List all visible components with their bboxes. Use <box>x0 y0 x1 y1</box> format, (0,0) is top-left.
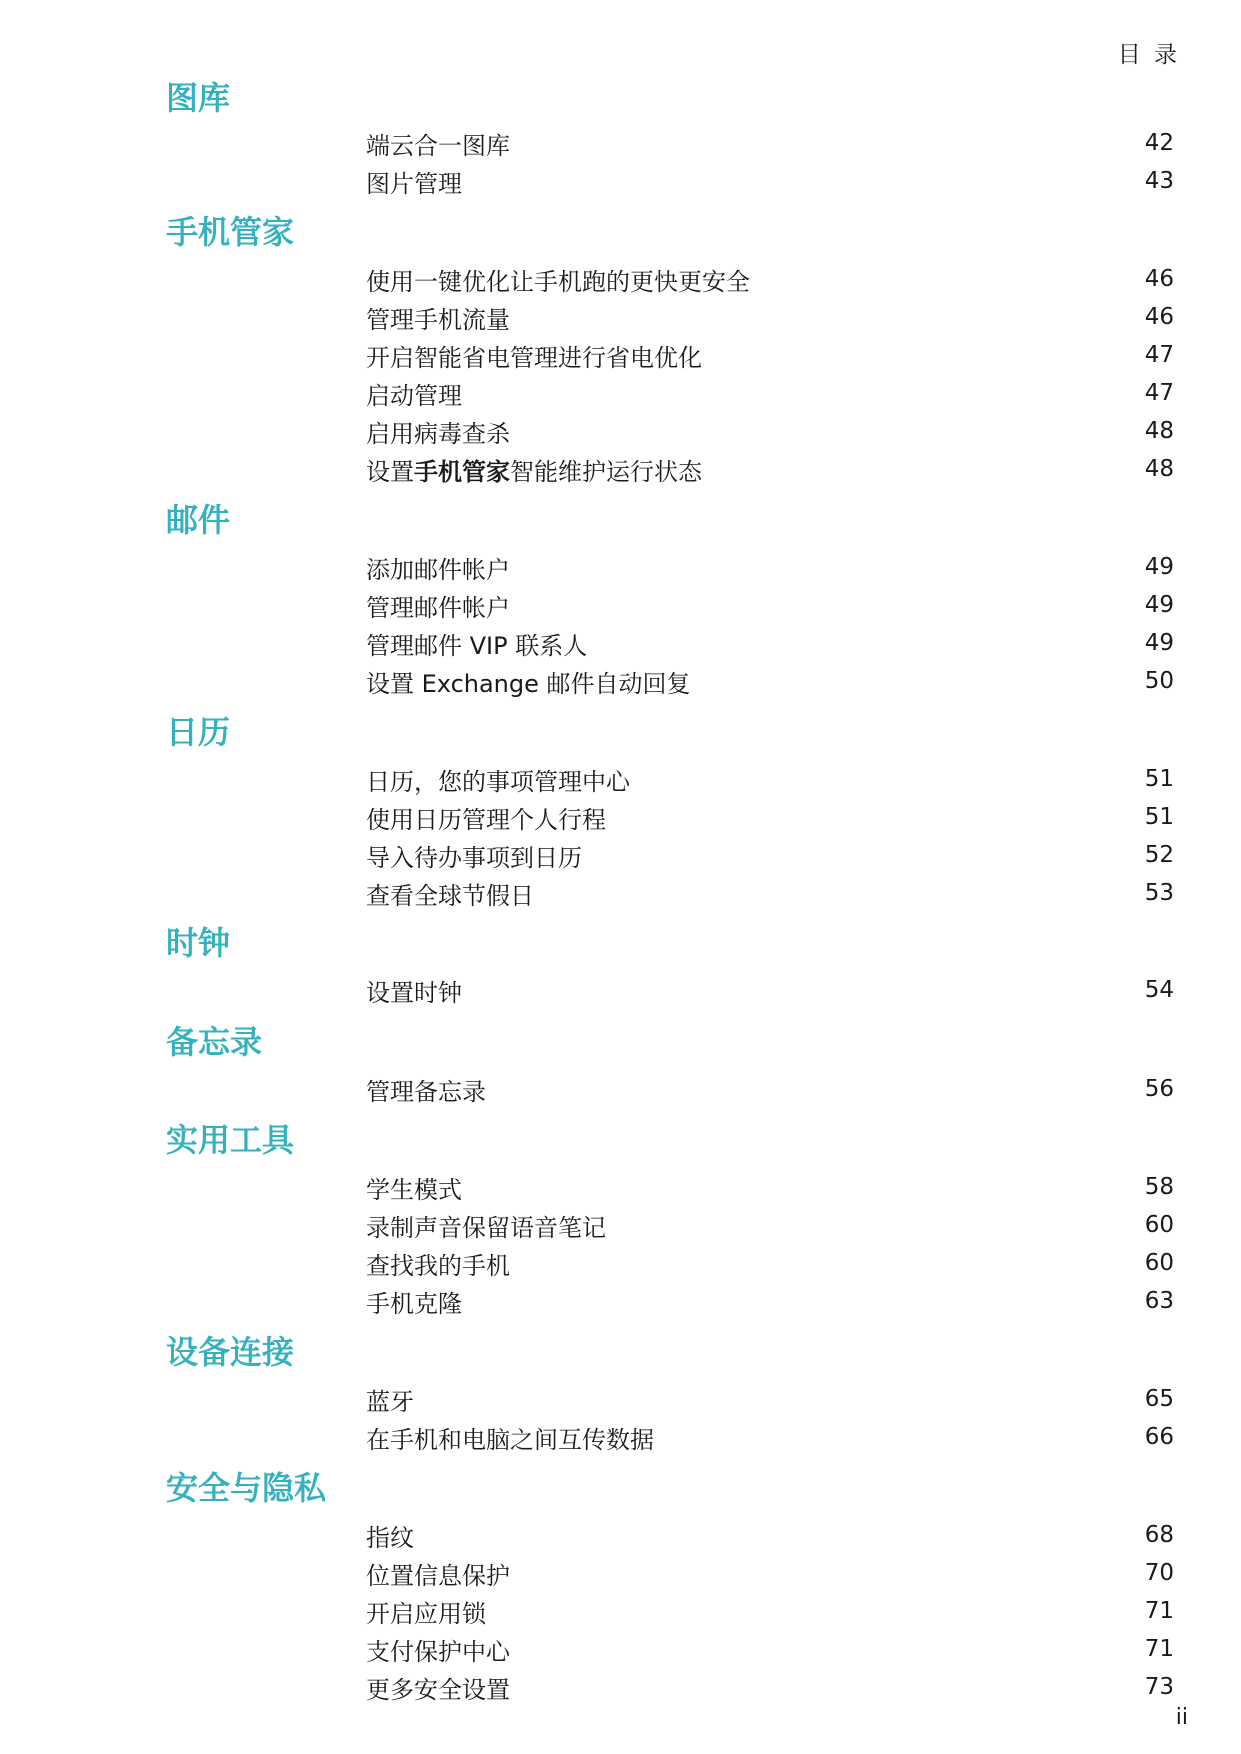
toc-entry[interactable] <box>366 662 1174 700</box>
toc-entry-page: 46 <box>1144 304 1174 330</box>
toc-entry-label: 蓝牙 <box>366 1387 414 1416</box>
toc-entry-label: 启用病毒查杀 <box>366 419 510 448</box>
toc-entry-page: 70 <box>1144 1560 1174 1586</box>
toc-entry-label: 开启应用锁 <box>366 1599 486 1628</box>
toc-entry[interactable] <box>366 336 1174 374</box>
toc-entry-label-bold: 手机管家 <box>414 457 510 486</box>
toc-entry-page: 48 <box>1144 418 1174 444</box>
toc-entry-label: 使用日历管理个人行程 <box>366 805 606 834</box>
toc-entry[interactable] <box>366 874 1174 912</box>
toc-entry-page: 66 <box>1144 1424 1174 1450</box>
toc-entry[interactable] <box>366 1282 1174 1320</box>
toc-entry[interactable] <box>366 548 1174 586</box>
toc-entry[interactable] <box>366 1380 1174 1418</box>
toc-entry[interactable] <box>366 124 1174 162</box>
toc-entry-page: 49 <box>1144 630 1174 656</box>
section-title-mail: 邮件 <box>166 501 231 539</box>
section-title-gallery: 图库 <box>166 79 231 117</box>
toc-entry-page: 47 <box>1144 342 1174 368</box>
toc-entry-label: 设置时钟 <box>366 978 462 1007</box>
toc-entry-label: 管理备忘录 <box>366 1077 486 1106</box>
toc-entry-page: 49 <box>1144 554 1174 580</box>
toc-entry-page: 68 <box>1144 1522 1174 1548</box>
section-title-tools: 实用工具 <box>166 1121 295 1159</box>
toc-entry-label: 管理邮件帐户 <box>366 593 510 622</box>
toc-entry-label: 管理手机流量 <box>366 305 510 334</box>
toc-entry[interactable] <box>366 836 1174 874</box>
toc-entry[interactable] <box>366 298 1174 336</box>
toc-entry[interactable] <box>366 971 1174 1009</box>
toc-entry-label <box>366 452 702 487</box>
toc-entry-label: 日历，您的事项管理中心 <box>366 767 630 796</box>
toc-entry[interactable] <box>366 260 1174 298</box>
toc-entry[interactable] <box>366 1418 1174 1456</box>
toc-entry-label: 指纹 <box>366 1523 414 1552</box>
toc-entry-label: 支付保护中心 <box>366 1637 510 1666</box>
toc-entry-page: 47 <box>1144 380 1174 406</box>
toc-entry[interactable] <box>366 1206 1174 1244</box>
section-title-phone-manager: 手机管家 <box>166 213 295 251</box>
toc-entry-label: 图片管理 <box>366 169 462 198</box>
toc-entry-page: 50 <box>1144 668 1174 694</box>
toc-entry-label-post: 智能维护运行状态 <box>510 457 702 486</box>
toc-entry-page: 51 <box>1144 766 1174 792</box>
page-number: ii <box>1175 1705 1188 1730</box>
toc-entry-label: 位置信息保护 <box>366 1561 510 1590</box>
toc-entry-label: 导入待办事项到日历 <box>366 843 582 872</box>
toc-entry[interactable] <box>366 798 1174 836</box>
toc-entry[interactable] <box>366 1516 1174 1554</box>
toc-entry-label: 学生模式 <box>366 1175 462 1204</box>
toc-entry[interactable] <box>366 1592 1174 1630</box>
toc-entry[interactable] <box>366 450 1174 488</box>
toc-entry-page: 48 <box>1144 456 1174 482</box>
toc-entry[interactable] <box>366 1668 1174 1706</box>
toc-entry[interactable] <box>366 1244 1174 1282</box>
toc-entry-page: 52 <box>1144 842 1174 868</box>
toc-entry[interactable] <box>366 760 1174 798</box>
toc-entry-page: 73 <box>1144 1674 1174 1700</box>
toc-entry-page: 60 <box>1144 1212 1174 1238</box>
toc-entry-label: 手机克隆 <box>366 1289 462 1318</box>
toc-entry[interactable] <box>366 624 1174 662</box>
toc-entry-label: 在手机和电脑之间互传数据 <box>366 1425 654 1454</box>
toc-entry-page: 71 <box>1144 1598 1174 1624</box>
toc-entry[interactable] <box>366 1070 1174 1108</box>
toc-entry-page: 56 <box>1144 1076 1174 1102</box>
toc-entry[interactable] <box>366 1168 1174 1206</box>
toc-entry-page: 42 <box>1144 130 1174 156</box>
toc-entry-page: 71 <box>1144 1636 1174 1662</box>
toc-entry-label: 管理邮件 VIP 联系人 <box>366 631 588 660</box>
toc-entry-page: 46 <box>1144 266 1174 292</box>
toc-entry-label: 设置 Exchange 邮件自动回复 <box>366 669 691 698</box>
toc-entry-label: 启动管理 <box>366 381 462 410</box>
page-header: 目 录 <box>1117 42 1180 68</box>
toc-entry-label-pre: 设置 <box>366 457 414 486</box>
toc-entry[interactable] <box>366 1630 1174 1668</box>
toc-entry-label: 查找我的手机 <box>366 1251 510 1280</box>
toc-entry-page: 51 <box>1144 804 1174 830</box>
toc-entry-page: 49 <box>1144 592 1174 618</box>
toc-entry-label: 更多安全设置 <box>366 1675 510 1704</box>
toc-entry[interactable] <box>366 586 1174 624</box>
section-title-device-connection: 设备连接 <box>166 1333 295 1371</box>
toc-entry-page: 65 <box>1144 1386 1174 1412</box>
toc-entry-page: 43 <box>1144 168 1174 194</box>
section-title-calendar: 日历 <box>166 713 231 751</box>
toc-entry-label: 查看全球节假日 <box>366 881 534 910</box>
toc-entry-page: 53 <box>1144 880 1174 906</box>
toc-entry-page: 54 <box>1144 977 1174 1003</box>
toc-entry-page: 60 <box>1144 1250 1174 1276</box>
toc-entry-label: 录制声音保留语音笔记 <box>366 1213 606 1242</box>
toc-entry-label: 开启智能省电管理进行省电优化 <box>366 343 702 372</box>
toc-entry[interactable] <box>366 1554 1174 1592</box>
toc-entry[interactable] <box>366 412 1174 450</box>
section-title-notes: 备忘录 <box>166 1023 263 1061</box>
toc-entry-label: 使用一键优化让手机跑的更快更安全 <box>366 267 750 296</box>
toc-entry[interactable] <box>366 374 1174 412</box>
toc-entry[interactable] <box>366 162 1174 200</box>
toc-entry-label: 添加邮件帐户 <box>366 555 510 584</box>
toc-entry-page: 58 <box>1144 1174 1174 1200</box>
section-title-security-privacy: 安全与隐私 <box>166 1469 327 1507</box>
toc-entry-label: 端云合一图库 <box>366 131 510 160</box>
section-title-clock: 时钟 <box>166 924 231 962</box>
toc-entry-page: 63 <box>1144 1288 1174 1314</box>
